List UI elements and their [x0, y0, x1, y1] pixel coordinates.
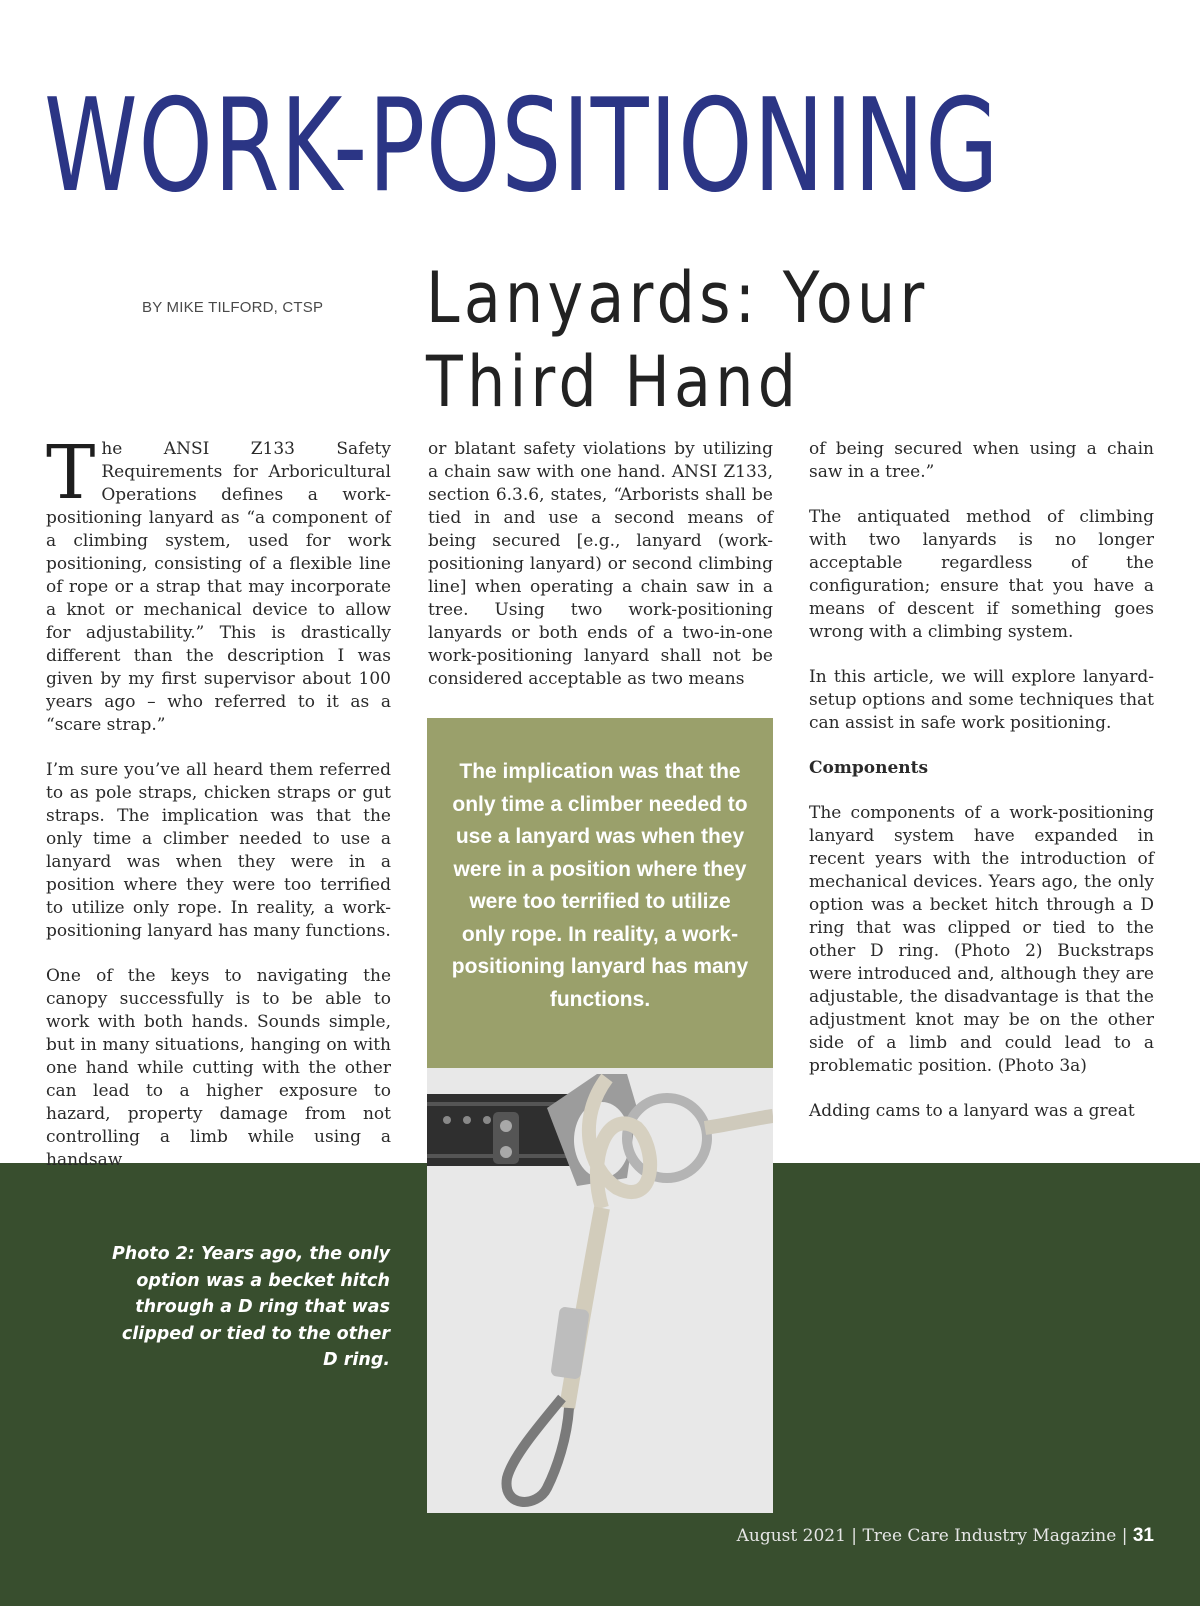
subtitle-line-1: Lanyards: Your — [426, 257, 929, 339]
paragraph: The antiquated method of climbing with two lanyards is no longer acceptable regardless of the configuration; ensure that you have a means of descent if something goes wrong with a climbing system. — [809, 507, 1154, 642]
lanyard-rope-image — [427, 1068, 773, 1513]
paragraph-text: he ANSI Z133 Safety Requirements for Arboricultural Operations defines a work-positioning lanyard as “a component of a climbing system, used for work positioning, consisting of a flexible line of rope or a strap that may incorporate a knot or mechanical device to allow for adjustability.” This is drastically different than the description I was given by my first supervisor about 100 years ago – who referred to it as a “scare strap.” — [46, 439, 391, 735]
page-number: 31 — [1132, 1525, 1154, 1546]
column-1 — [46, 430, 391, 1194]
headline: WORK-POSITIONING — [44, 72, 1000, 221]
subtitle — [426, 256, 1080, 424]
page-footer — [737, 1525, 1154, 1547]
photo-caption: Photo 2: Years ago, the only option was a becket hitch through a D ring that was clipped or tied to the other D ring. — [111, 1244, 390, 1370]
paragraph — [46, 430, 391, 737]
footer-text: August 2021 | Tree Care Industry Magazine | — [736, 1526, 1128, 1546]
paragraph: of being secured when using a chain saw in a tree.” — [809, 439, 1154, 482]
paragraph: One of the keys to navigating the canopy successfully is to be able to work with both hands. Sounds simple, but in many situations, hanging on with one hand while cutting with the other can lead to a higher exposure to hazard, property damage from not controlling a limb while using a handsaw — [46, 966, 391, 1170]
paragraph: In this article, we will explore lanyard-setup options and some techniques that can assist in safe work positioning. — [809, 667, 1154, 733]
paragraph: The components of a work-positioning lanyard system have expanded in recent years with the introduction of mechanical devices. Years ago, the only option was a becket hitch through a D ring that was clipped or tied to the other D ring. (Photo 2) Buckstraps were introduced and, although they are adjustable, the disadvantage is that the adjustment knot may be on the other side of a limb and could lead to a problematic position. (Photo 3a) — [809, 803, 1154, 1076]
column-2 — [428, 438, 773, 713]
section-heading: Components — [809, 758, 929, 778]
paragraph: Adding cams to a lanyard was a great — [809, 1101, 1135, 1121]
pull-quote-text: The implication was that the only time a climber needed to use a lanyard was when they were in a position where they were too terrified to utilize only rope. In reality, a work-positioning lanyard has many functions. — [451, 760, 749, 1011]
lanyard-photo — [427, 1068, 773, 1513]
drop-cap: T — [46, 430, 96, 516]
paragraph: or blatant safety violations by utilizing a chain saw with one hand. ANSI Z133, section 6.3.6, states, “Arborists shall be tied in and use a second means of being secured [e.g., lanyard (work-positioning lanyard) or second climbing line] when operating a chain saw in a tree. Using two work-positioning lanyards or both ends of a two-in-one work-positioning lanyard shall not be considered acceptable as two means — [428, 439, 773, 689]
byline: BY MIKE TILFORD, CTSP — [142, 299, 324, 316]
pull-quote — [427, 718, 773, 1068]
subtitle-line-2: Third Hand — [426, 341, 801, 423]
paragraph: I’m sure you’ve all heard them referred to as pole straps, chicken straps or gut straps. The implication was that the only time a climber needed to use a lanyard was when they were in a position where they were too terrified to utilize only rope. In reality, a work-positioning lanyard has many functions. — [46, 760, 391, 941]
column-3 — [809, 438, 1154, 1145]
